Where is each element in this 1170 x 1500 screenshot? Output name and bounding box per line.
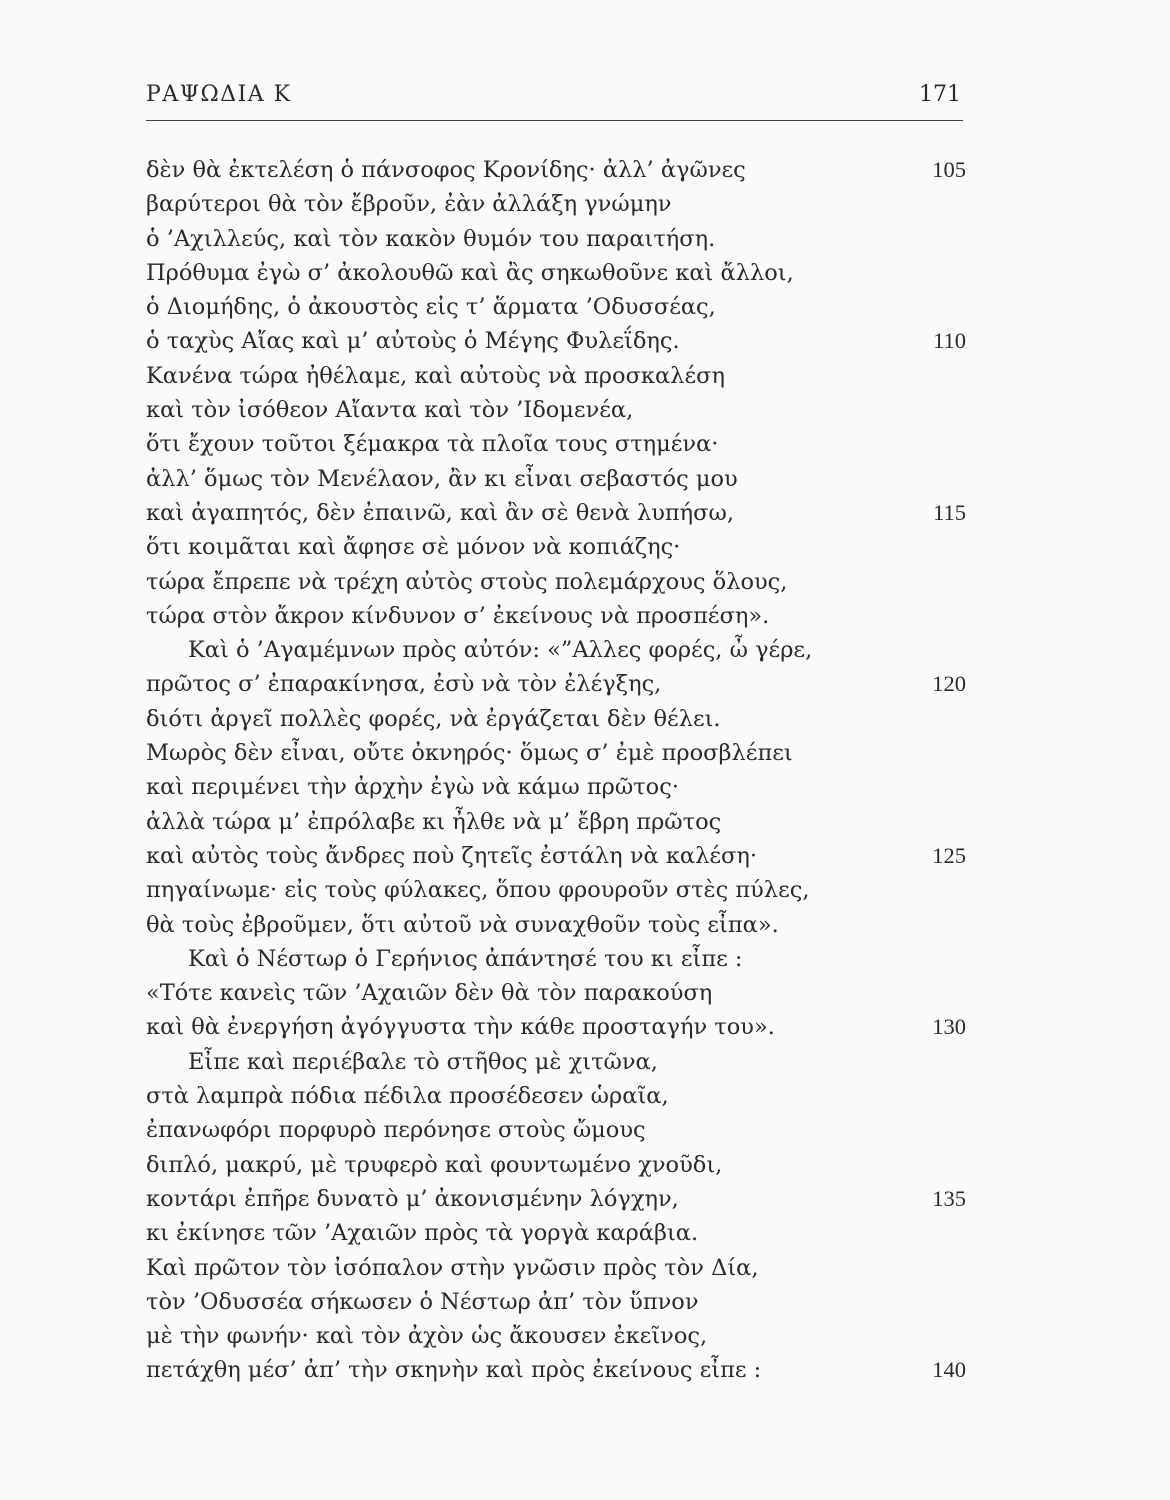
verse-line: [146, 359, 966, 393]
verse-text: διπλό, μακρύ, μὲ τρυφερὸ καὶ φουντωμένο χνοῦδι,: [146, 1151, 723, 1178]
verse-text: «Τότε κανεὶς τῶν ’Αχαιῶν δὲν θὰ τὸν παρακούση: [146, 980, 713, 1007]
verse-line: [146, 1251, 966, 1285]
line-number: 110: [933, 328, 966, 354]
verse-text: ἐπανωφόρι πορφυρὸ περόνησε στοὺς ὤμους: [146, 1117, 646, 1144]
verse-line: [146, 222, 966, 256]
verse-line: [146, 599, 966, 633]
verse-text: καὶ περιμένει τὴν ἀρχὴν ἐγὼ νὰ κάμω πρῶτος·: [146, 774, 679, 801]
line-number: 115: [933, 499, 966, 525]
verse-text: τώρα στὸν ἄκρον κίνδυνον σ’ ἐκείνους νὰ προσπέση».: [146, 602, 770, 629]
verse-text: πρῶτος σ’ ἐπαρακίνησα, ἐσὺ νὰ τὸν ἐλέγξης,: [146, 671, 662, 698]
verse-text: ὅτι ἔχουν τοῦτοι ξέμακρα τὰ πλοῖα τους στημένα·: [146, 431, 719, 458]
verse-line: [146, 908, 966, 942]
verse-text: πηγαίνωμε· εἰς τοὺς φύλακες, ὅπου φρουροῦν στὲς πύλες,: [146, 877, 810, 904]
verse-block: [146, 153, 966, 1388]
verse-line: [146, 873, 966, 907]
verse-line: [146, 805, 966, 839]
line-number: 125: [932, 842, 966, 868]
verse-text: Καὶ ὁ Νέστωρ ὁ Γερήνιος ἀπάντησέ του κι εἶπε :: [188, 945, 743, 972]
verse-line: [146, 770, 966, 804]
verse-text: ἀλλὰ τώρα μ’ ἐπρόλαβε κι ἦλθε νὰ μ’ ἔβρη πρῶτος: [146, 808, 722, 835]
verse-line: [146, 393, 966, 427]
verse-text: Πρόθυμα ἐγὼ σ’ ἀκολουθῶ καὶ ἂς σηκωθοῦνε καὶ ἄλλοι,: [146, 259, 794, 286]
verse-text: διότι ἀργεῖ πολλὲς φορές, νὰ ἐργάζεται δὲν θέλει.: [146, 705, 721, 732]
verse-text: Καὶ πρῶτον τὸν ἰσόπαλον στὴν γνῶσιν πρὸς τὸν Δία,: [146, 1254, 759, 1281]
line-number: 130: [932, 1014, 966, 1040]
line-number: 120: [932, 671, 966, 697]
verse-text: ὅτι κοιμᾶται καὶ ἄφησε σὲ μόνον νὰ κοπιάζης·: [146, 534, 681, 561]
verse-line: [146, 496, 966, 530]
line-number: 140: [932, 1357, 966, 1383]
verse-line: [146, 1319, 966, 1353]
verse-text: ἀλλ’ ὅμως τὸν Μενέλαον, ἂν κι εἶναι σεβαστός μου: [146, 465, 738, 492]
verse-line: [146, 839, 966, 873]
verse-line: [146, 1216, 966, 1250]
page-number: 171: [919, 82, 961, 107]
verse-text: καὶ τὸν ἰσόθεον Αἴαντα καὶ τὸν ’Ιδομενέα,: [146, 397, 634, 424]
verse-line: [146, 153, 966, 187]
verse-line: [146, 1148, 966, 1182]
line-number: 105: [932, 157, 966, 182]
verse-line: [146, 1182, 966, 1216]
verse-line: [146, 1045, 966, 1079]
verse-text: Κανένα τώρα ἠθέλαμε, καὶ αὐτοὺς νὰ προσκαλέση: [146, 362, 725, 389]
verse-line: [146, 736, 966, 770]
verse-line: [146, 976, 966, 1010]
verse-line: [146, 1079, 966, 1113]
verse-text: μὲ τὴν φωνήν· καὶ τὸν ἀχὸν ὡς ἄκουσεν ἐκεῖνος,: [146, 1323, 708, 1350]
verse-text: θὰ τοὺς ἐβροῦμεν, ὅτι αὐτοῦ νὰ συναχθοῦν τοὺς εἶπα».: [146, 911, 779, 938]
verse-text: καὶ αὐτὸς τοὺς ἄνδρες ποὺ ζητεῖς ἐστάλη νὰ καλέση·: [146, 842, 758, 869]
verse-text: Μωρὸς δὲν εἶναι, οὔτε ὀκνηρός· ὅμως σ’ ἐμὲ προσβλέπει: [146, 740, 793, 767]
verse-text: ὁ ταχὺς Αἴας καὶ μ’ αὐτοὺς ὁ Μέγης Φυλεΐδης.: [146, 328, 680, 355]
line-number: 135: [932, 1185, 966, 1211]
verse-line: [146, 942, 966, 976]
verse-text: καὶ ἀγαπητός, δὲν ἐπαινῶ, καὶ ἂν σὲ θενὰ λυπήσω,: [146, 499, 735, 526]
verse-text: ὁ Διομήδης, ὁ ἀκουστὸς εἰς τ’ ἅρματα ’Οδυσσέας,: [146, 294, 716, 321]
verse-line: [146, 1113, 966, 1147]
verse-text: ὁ ’Αχιλλεύς, καὶ τὸν κακὸν θυμόν του παραιτήση.: [146, 225, 716, 252]
verse-line: [146, 1285, 966, 1319]
verse-line: [146, 702, 966, 736]
verse-line: [146, 256, 966, 290]
verse-text: τὸν ’Οδυσσέα σήκωσεν ὁ Νέστωρ ἀπ’ τὸν ὕπνον: [146, 1288, 699, 1315]
verse-line: [146, 427, 966, 461]
verse-text: δὲν θὰ ἐκτελέση ὁ πάνσοφος Κρονίδης· ἀλλ’ ἀγῶνες: [146, 157, 746, 183]
verse-line: [146, 324, 966, 358]
verse-line: [146, 1353, 966, 1387]
verse-text: στὰ λαμπρὰ πόδια πέδιλα προσέδεσεν ὡραῖα,: [146, 1083, 669, 1110]
verse-line: [146, 667, 966, 701]
verse-line: [146, 290, 966, 324]
verse-text: κοντάρι ἐπῆρε δυνατὸ μ’ ἀκονισμένην λόγχην,: [146, 1185, 679, 1212]
verse-text: Καὶ ὁ ’Αγαμέμνων πρὸς αὐτόν: «”Αλλες φορές, ὦ γέρε,: [188, 637, 813, 664]
verse-text: τώρα ἔπρεπε νὰ τρέχη αὐτὸς στοὺς πολεμάρχους ὅλους,: [146, 568, 788, 595]
verse-line: [146, 633, 966, 667]
verse-text: πετάχθη μέσ’ ἀπ’ τὴν σκηνὴν καὶ πρὸς ἐκείνους εἶπε :: [146, 1357, 762, 1384]
verse-text: Εἶπε καὶ περιέβαλε τὸ στῆθος μὲ χιτῶνα,: [188, 1048, 658, 1075]
running-header: [146, 82, 961, 118]
verse-line: [146, 565, 966, 599]
verse-text: βαρύτεροι θὰ τὸν ἔβροῦν, ἐὰν ἀλλάξη γνώμην: [146, 191, 672, 218]
chapter-title: ΡΑΨΩΔΙΑ Κ: [146, 82, 292, 107]
verse-line: [146, 462, 966, 496]
verse-line: [146, 1010, 966, 1044]
verse-text: καὶ θὰ ἐνεργήση ἀγόγγυστα τὴν κάθε προσταγήν του».: [146, 1014, 775, 1041]
verse-line: [146, 530, 966, 564]
header-rule: [146, 120, 963, 121]
verse-line: [146, 187, 966, 221]
verse-text: κι ἐκίνησε τῶν ’Αχαιῶν πρὸς τὰ γοργὰ καράβια.: [146, 1220, 699, 1247]
